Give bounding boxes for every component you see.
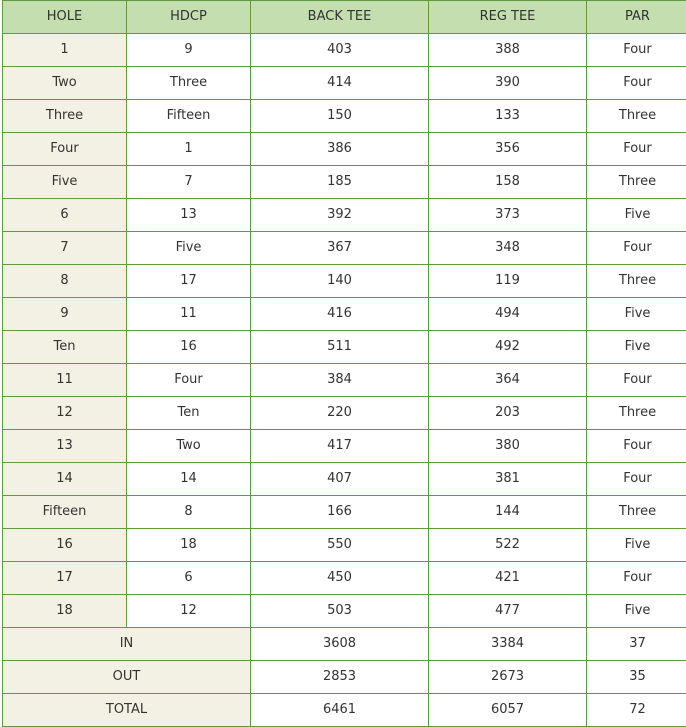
table-row: [3, 331, 686, 364]
hdcp-cell: 7: [127, 166, 251, 199]
hdcp-cell: Fifteen: [127, 100, 251, 133]
reg-tee-cell: 133: [429, 100, 587, 133]
hdcp-cell: 18: [127, 529, 251, 562]
back-tee-cell: 386: [251, 133, 429, 166]
hole-cell: Three: [3, 100, 127, 133]
hole-cell: 14: [3, 463, 127, 496]
reg-tee-cell: 492: [429, 331, 587, 364]
hole-cell: 6: [3, 199, 127, 232]
header-hdcp: HDCP: [127, 1, 251, 34]
back-tee-cell: 407: [251, 463, 429, 496]
par-cell: Five: [587, 529, 686, 562]
hole-cell: 1: [3, 34, 127, 67]
reg-tee-cell: 373: [429, 199, 587, 232]
reg-tee-cell: 348: [429, 232, 587, 265]
hdcp-cell: 9: [127, 34, 251, 67]
summary-par: 72: [587, 694, 686, 727]
header-par: PAR: [587, 1, 686, 34]
back-tee-cell: 403: [251, 34, 429, 67]
table-row: [3, 397, 686, 430]
hole-cell: Two: [3, 67, 127, 100]
table-row: [3, 199, 686, 232]
table-row: [3, 298, 686, 331]
reg-tee-cell: 390: [429, 67, 587, 100]
summary-back-tee: 6461: [251, 694, 429, 727]
reg-tee-cell: 158: [429, 166, 587, 199]
header-hole: HOLE: [3, 1, 127, 34]
hole-cell: 17: [3, 562, 127, 595]
par-cell: Four: [587, 364, 686, 397]
hole-cell: 12: [3, 397, 127, 430]
back-tee-cell: 384: [251, 364, 429, 397]
hole-cell: Fifteen: [3, 496, 127, 529]
table-row: [3, 529, 686, 562]
header-row: [3, 1, 686, 34]
table-row: [3, 100, 686, 133]
par-cell: Four: [587, 430, 686, 463]
hole-cell: 16: [3, 529, 127, 562]
hdcp-cell: 16: [127, 331, 251, 364]
par-cell: Five: [587, 595, 686, 628]
scorecard-table: [2, 0, 686, 727]
hole-cell: Four: [3, 133, 127, 166]
hdcp-cell: 1: [127, 133, 251, 166]
hole-cell: 13: [3, 430, 127, 463]
back-tee-cell: 150: [251, 100, 429, 133]
summary-row: [3, 628, 686, 661]
summary-reg-tee: 2673: [429, 661, 587, 694]
reg-tee-cell: 381: [429, 463, 587, 496]
hdcp-cell: 17: [127, 265, 251, 298]
hole-cell: Five: [3, 166, 127, 199]
back-tee-cell: 392: [251, 199, 429, 232]
table-row: [3, 463, 686, 496]
summary-label: IN: [3, 628, 251, 661]
back-tee-cell: 140: [251, 265, 429, 298]
par-cell: Three: [587, 166, 686, 199]
par-cell: Four: [587, 133, 686, 166]
reg-tee-cell: 388: [429, 34, 587, 67]
reg-tee-cell: 364: [429, 364, 587, 397]
table-row: [3, 67, 686, 100]
summary-par: 37: [587, 628, 686, 661]
par-cell: Three: [587, 265, 686, 298]
hole-cell: 9: [3, 298, 127, 331]
table-row: [3, 430, 686, 463]
back-tee-cell: 185: [251, 166, 429, 199]
reg-tee-cell: 494: [429, 298, 587, 331]
par-cell: Four: [587, 562, 686, 595]
hdcp-cell: Ten: [127, 397, 251, 430]
par-cell: Four: [587, 232, 686, 265]
par-cell: Three: [587, 496, 686, 529]
total-rows: [3, 628, 686, 727]
back-tee-cell: 414: [251, 67, 429, 100]
reg-tee-cell: 203: [429, 397, 587, 430]
hdcp-cell: Four: [127, 364, 251, 397]
hole-cell: 18: [3, 595, 127, 628]
summary-row: [3, 694, 686, 727]
back-tee-cell: 511: [251, 331, 429, 364]
table-row: [3, 166, 686, 199]
table-row: [3, 34, 686, 67]
summary-reg-tee: 6057: [429, 694, 587, 727]
back-tee-cell: 417: [251, 430, 429, 463]
par-cell: Four: [587, 463, 686, 496]
summary-back-tee: 3608: [251, 628, 429, 661]
par-cell: Four: [587, 67, 686, 100]
hdcp-cell: Three: [127, 67, 251, 100]
hole-cell: 7: [3, 232, 127, 265]
reg-tee-cell: 144: [429, 496, 587, 529]
hole-cell: Ten: [3, 331, 127, 364]
hdcp-cell: Two: [127, 430, 251, 463]
header-reg-tee: REG TEE: [429, 1, 587, 34]
reg-tee-cell: 421: [429, 562, 587, 595]
table-row: [3, 265, 686, 298]
table-row: [3, 595, 686, 628]
summary-reg-tee: 3384: [429, 628, 587, 661]
hole-cell: 11: [3, 364, 127, 397]
reg-tee-cell: 119: [429, 265, 587, 298]
back-tee-cell: 550: [251, 529, 429, 562]
reg-tee-cell: 356: [429, 133, 587, 166]
table-row: [3, 133, 686, 166]
hdcp-cell: 12: [127, 595, 251, 628]
table-row: [3, 496, 686, 529]
summary-back-tee: 2853: [251, 661, 429, 694]
hole-rows: [3, 34, 686, 628]
par-cell: Five: [587, 199, 686, 232]
back-tee-cell: 220: [251, 397, 429, 430]
hdcp-cell: Five: [127, 232, 251, 265]
summary-label: OUT: [3, 661, 251, 694]
scorecard-header: [3, 1, 686, 34]
back-tee-cell: 416: [251, 298, 429, 331]
table-row: [3, 562, 686, 595]
par-cell: Three: [587, 100, 686, 133]
table-row: [3, 232, 686, 265]
summary-label: TOTAL: [3, 694, 251, 727]
par-cell: Five: [587, 298, 686, 331]
back-tee-cell: 367: [251, 232, 429, 265]
hdcp-cell: 14: [127, 463, 251, 496]
reg-tee-cell: 522: [429, 529, 587, 562]
back-tee-cell: 166: [251, 496, 429, 529]
back-tee-cell: 450: [251, 562, 429, 595]
summary-row: [3, 661, 686, 694]
hdcp-cell: 8: [127, 496, 251, 529]
par-cell: Three: [587, 397, 686, 430]
hdcp-cell: 6: [127, 562, 251, 595]
hdcp-cell: 11: [127, 298, 251, 331]
summary-par: 35: [587, 661, 686, 694]
reg-tee-cell: 380: [429, 430, 587, 463]
hole-cell: 8: [3, 265, 127, 298]
header-back-tee: BACK TEE: [251, 1, 429, 34]
table-row: [3, 364, 686, 397]
hdcp-cell: 13: [127, 199, 251, 232]
back-tee-cell: 503: [251, 595, 429, 628]
reg-tee-cell: 477: [429, 595, 587, 628]
par-cell: Four: [587, 34, 686, 67]
par-cell: Five: [587, 331, 686, 364]
